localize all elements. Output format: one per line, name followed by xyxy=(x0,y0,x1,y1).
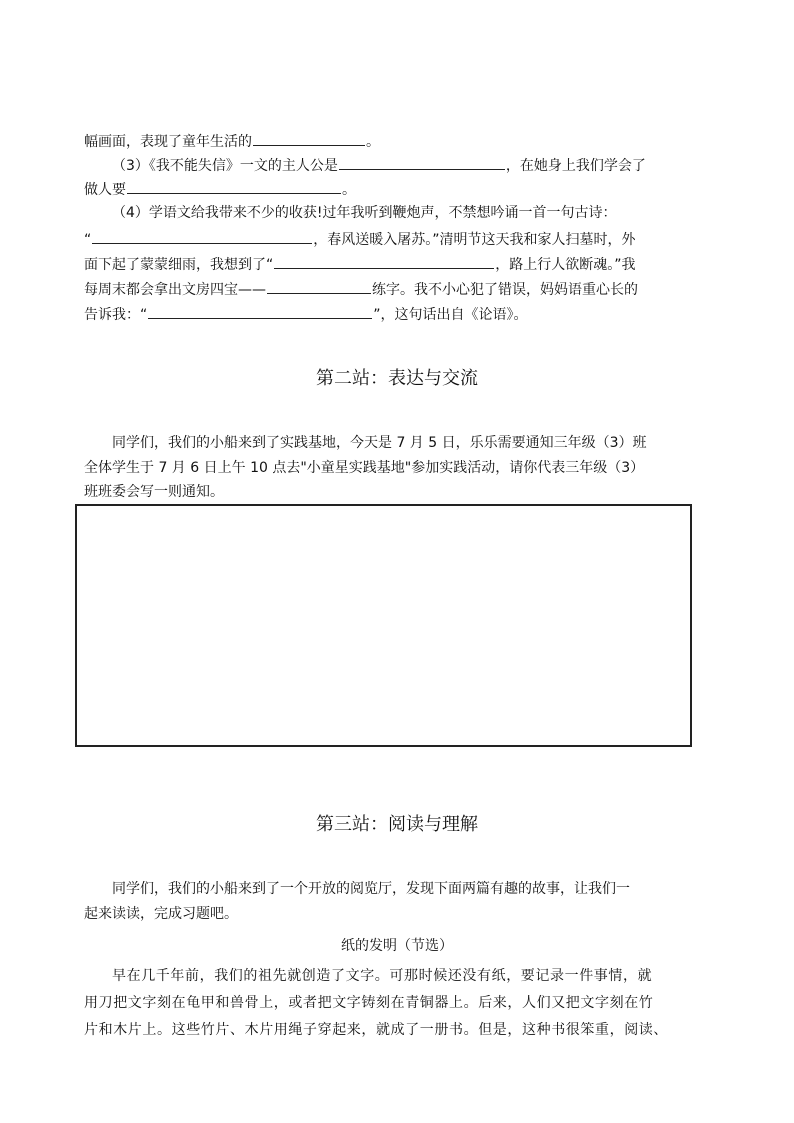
section-3-paragraph-line-2: 起来读读，完成习题吧。 xyxy=(84,906,238,922)
text-segment: （4）学语文给我带来不少的收获!过年我听到鞭炮声，不禁想吟诵一首一句古诗： xyxy=(112,205,617,221)
question-4-line-2 xyxy=(84,228,636,250)
answer-blank[interactable] xyxy=(267,278,371,294)
text-segment: 告诉我：“ xyxy=(84,307,148,323)
question-3-line-1 xyxy=(112,154,646,176)
section-3-paragraph-line-1: 同学们，我们的小船来到了一个开放的阅览厅，发现下面两篇有趣的故事，让我们一 xyxy=(112,881,630,897)
notice-writing-box[interactable] xyxy=(75,504,692,747)
section-2-paragraph-line-2: 全体学生于 7 月 6 日上午 10 点去"小童星实践基地"参加实践活动，请你代表三年级（3） xyxy=(84,460,645,476)
text-segment: ，路上行人欲断魂。”我 xyxy=(495,257,636,273)
question-4-line-4 xyxy=(84,278,638,300)
section-2-title: 第二站：表达与交流 xyxy=(316,368,478,389)
answer-blank[interactable] xyxy=(274,253,494,269)
text-segment: ”，这句话出自《论语》。 xyxy=(373,307,528,323)
article-line-3: 片和木片上。这些竹片、木片用绳子穿起来，就成了一册书。但是，这种书很笨重，阅读、 xyxy=(84,1022,668,1038)
text-segment: （3）《我不能失信》一文的主人公是 xyxy=(112,158,338,174)
text-segment: 每周末都会拿出文房四宝—— xyxy=(84,282,266,298)
text-segment: 。 xyxy=(342,182,356,198)
section-3-title: 第三站：阅读与理解 xyxy=(316,814,478,835)
question-3-line-2 xyxy=(84,178,356,200)
article-line-2: 用刀把文字刻在龟甲和兽骨上，或者把文字铸刻在青铜器上。后来，人们又把文字刻在竹 xyxy=(84,995,654,1011)
answer-blank[interactable] xyxy=(339,154,505,170)
text-segment: ，在她身上我们学会了 xyxy=(505,158,646,174)
answer-blank[interactable] xyxy=(253,130,365,146)
question-4-line-5 xyxy=(84,303,528,325)
question-4-line-1 xyxy=(112,203,617,223)
text-segment: 做人要 xyxy=(84,182,126,198)
answer-blank[interactable] xyxy=(148,303,372,319)
text-segment: ，春风送暖入屠苏。”清明节这天我和家人扫墓时，外 xyxy=(313,232,636,248)
article-line-1: 早在几千年前，我们的祖先就创造了文字。可那时候还没有纸，要记录一件事情，就 xyxy=(112,968,653,984)
question-4-line-3 xyxy=(84,253,636,275)
text-segment: 幅画面，表现了童年生活的 xyxy=(84,134,252,150)
section-2-paragraph-line-1: 同学们，我们的小船来到了实践基地，今天是 7 月 5 日，乐乐需要通知三年级（3）班 xyxy=(112,435,647,451)
text-line-1 xyxy=(84,130,380,152)
article-title: 纸的发明（节选） xyxy=(341,938,453,954)
answer-blank[interactable] xyxy=(92,228,312,244)
section-2-paragraph-line-3: 班班委会写一则通知。 xyxy=(84,484,224,500)
text-segment: “ xyxy=(84,232,92,248)
answer-blank[interactable] xyxy=(127,178,341,194)
text-segment: 。 xyxy=(366,134,380,150)
text-segment: 练字。我不小心犯了错误，妈妈语重心长的 xyxy=(372,282,638,298)
text-segment: 面下起了蒙蒙细雨，我想到了“ xyxy=(84,257,274,273)
